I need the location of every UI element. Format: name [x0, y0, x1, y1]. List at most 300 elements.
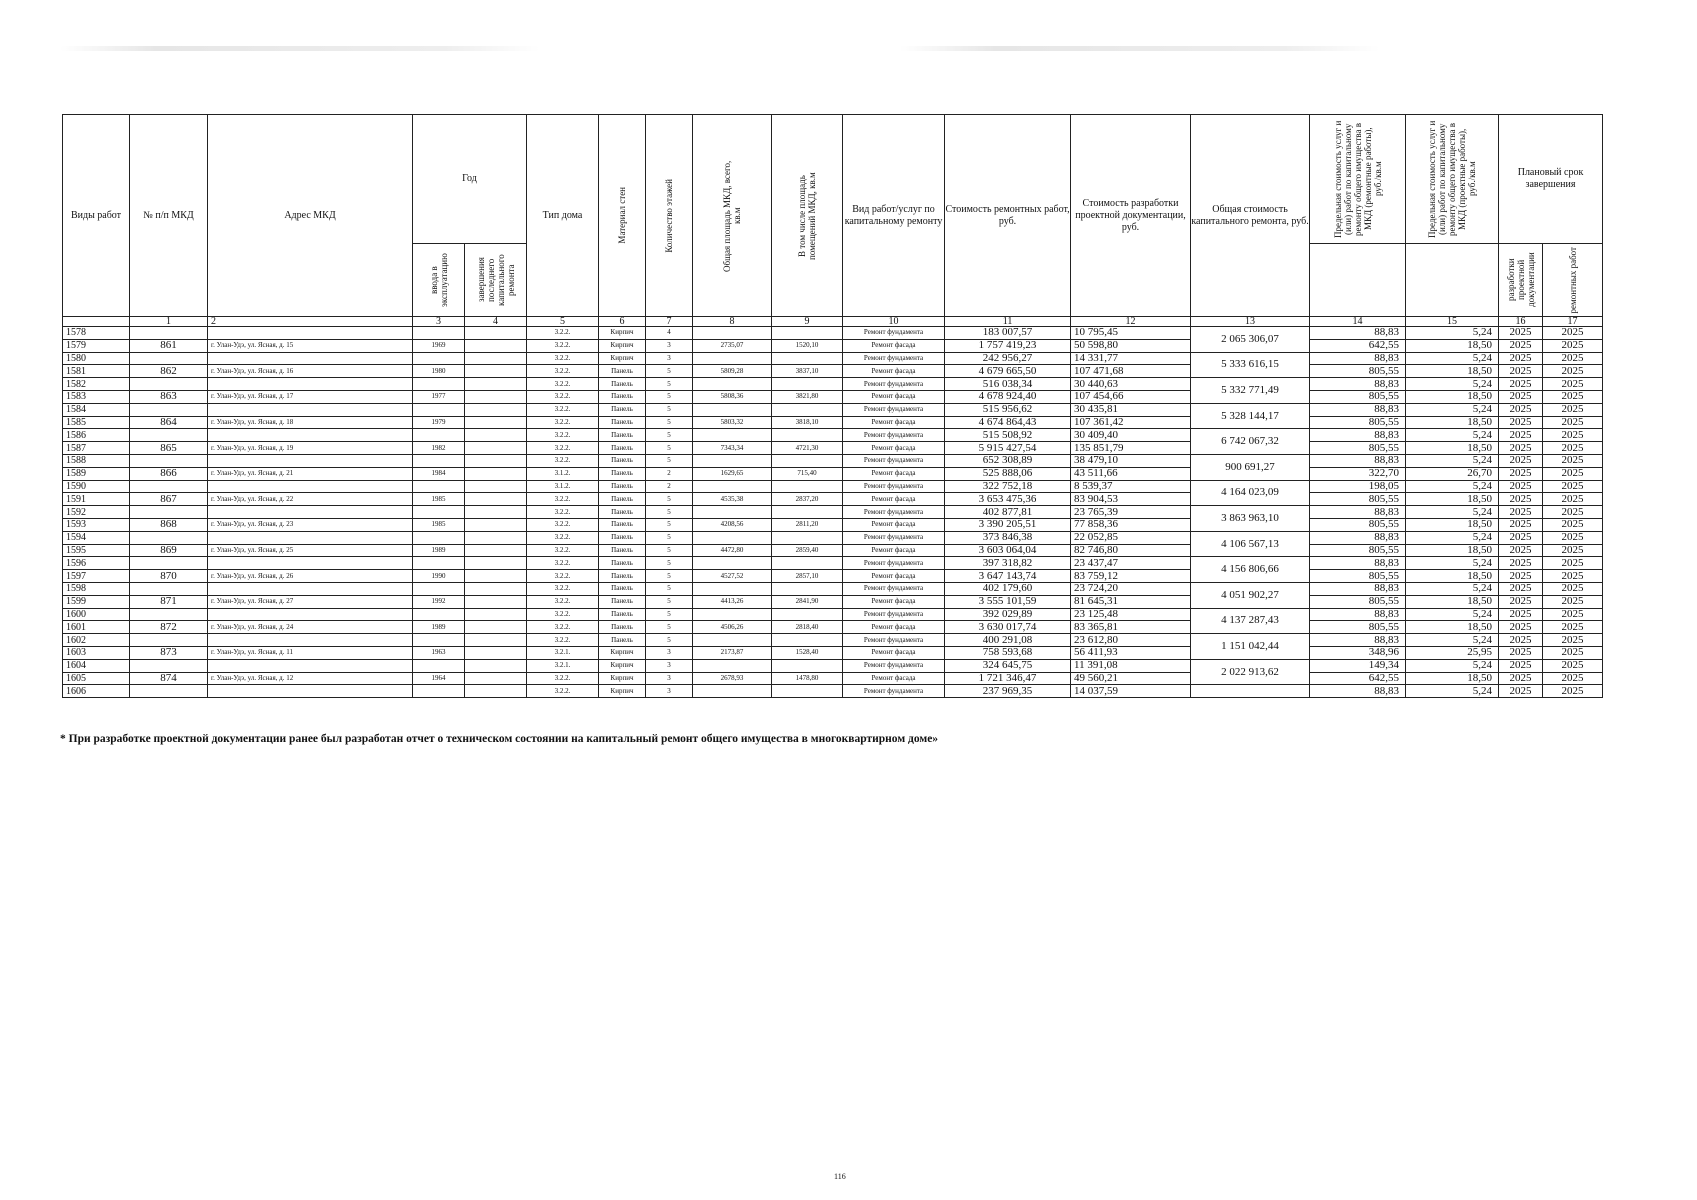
year-commission: 1964 — [413, 672, 465, 685]
house-type: 3.1.2. — [527, 480, 599, 493]
col-header-limit-design: Предельная стоимость услуг и (или) работ по капитальному ремонту общего имущества в МКД (проектные работы), руб./кв.м — [1406, 115, 1499, 244]
cost-repair: 322 752,18 — [945, 480, 1071, 493]
limit-design: 5,24 — [1406, 352, 1499, 365]
house-number — [130, 378, 208, 391]
wall-material: Панель — [599, 582, 646, 595]
year-last-repair — [465, 621, 527, 634]
year-commission: 1969 — [413, 339, 465, 352]
area-total — [693, 480, 772, 493]
work-kind: Ремонт фундамента — [843, 429, 945, 442]
house-address — [208, 531, 413, 544]
limit-repair: 805,55 — [1310, 544, 1406, 557]
column-number: 11 — [945, 317, 1071, 327]
floors: 5 — [646, 557, 693, 570]
row-index: 1595 — [63, 544, 130, 557]
limit-design: 18,50 — [1406, 672, 1499, 685]
year-commission: 1982 — [413, 442, 465, 455]
cost-repair: 242 956,27 — [945, 352, 1071, 365]
col-header-floors: Количество этажей — [646, 115, 693, 317]
work-kind: Ремонт фундамента — [843, 557, 945, 570]
cost-design: 56 411,93 — [1071, 646, 1191, 659]
column-number: 14 — [1310, 317, 1406, 327]
limit-repair: 88,83 — [1310, 608, 1406, 621]
cost-repair: 400 291,08 — [945, 634, 1071, 647]
deadline-repair: 2025 — [1543, 659, 1603, 672]
table-row — [63, 493, 1603, 506]
area-premises — [772, 327, 843, 340]
cost-design: 135 851,79 — [1071, 442, 1191, 455]
cost-repair: 3 630 017,74 — [945, 621, 1071, 634]
cost-repair: 3 653 475,36 — [945, 493, 1071, 506]
table-row — [63, 646, 1603, 659]
floors: 5 — [646, 582, 693, 595]
year-commission — [413, 403, 465, 416]
work-kind: Ремонт фасада — [843, 570, 945, 583]
cost-design: 107 361,42 — [1071, 416, 1191, 429]
col-header-area-premises: В том числе площадь помещений МКД, кв.м — [772, 115, 843, 317]
house-address: г. Улан-Удэ, ул. Ясная, д. 17 — [208, 390, 413, 403]
year-last-repair — [465, 608, 527, 621]
work-kind: Ремонт фасада — [843, 390, 945, 403]
year-commission — [413, 327, 465, 340]
cost-design: 23 612,80 — [1071, 634, 1191, 647]
year-last-repair — [465, 493, 527, 506]
area-total: 4506,26 — [693, 621, 772, 634]
limit-design: 5,24 — [1406, 480, 1499, 493]
cost-design: 11 391,08 — [1071, 659, 1191, 672]
cost-design: 30 435,81 — [1071, 403, 1191, 416]
row-index: 1579 — [63, 339, 130, 352]
wall-material: Панель — [599, 493, 646, 506]
house-address — [208, 352, 413, 365]
area-premises: 2811,20 — [772, 518, 843, 531]
house-number — [130, 608, 208, 621]
area-premises: 1528,40 — [772, 646, 843, 659]
floors: 5 — [646, 506, 693, 519]
floors: 5 — [646, 378, 693, 391]
cost-repair: 1 721 346,47 — [945, 672, 1071, 685]
floors: 5 — [646, 544, 693, 557]
wall-material: Панель — [599, 595, 646, 608]
work-kind: Ремонт фундамента — [843, 327, 945, 340]
house-type: 3.2.2. — [527, 365, 599, 378]
row-index: 1589 — [63, 467, 130, 480]
cost-repair: 515 956,62 — [945, 403, 1071, 416]
area-total: 1629,65 — [693, 467, 772, 480]
cost-total: 2 065 306,07 — [1191, 327, 1310, 353]
year-commission — [413, 506, 465, 519]
table-row — [63, 429, 1603, 442]
area-premises: 2818,40 — [772, 621, 843, 634]
year-last-repair — [465, 531, 527, 544]
area-total — [693, 506, 772, 519]
cost-design: 77 858,36 — [1071, 518, 1191, 531]
wall-material: Кирпич — [599, 685, 646, 698]
col-header-deadline-design: разработки проектной документации — [1499, 244, 1543, 317]
house-number — [130, 327, 208, 340]
col-header-year-commission: ввода в эксплуатацию — [413, 244, 465, 317]
cost-design: 8 539,37 — [1071, 480, 1191, 493]
area-total: 4413,26 — [693, 595, 772, 608]
work-kind: Ремонт фасада — [843, 339, 945, 352]
limit-repair: 88,83 — [1310, 327, 1406, 340]
house-address — [208, 378, 413, 391]
house-type: 3.2.2. — [527, 493, 599, 506]
cost-design: 50 598,80 — [1071, 339, 1191, 352]
wall-material: Панель — [599, 403, 646, 416]
year-commission: 1985 — [413, 493, 465, 506]
deadline-repair: 2025 — [1543, 531, 1603, 544]
house-number: 865 — [130, 442, 208, 455]
cost-total: 4 137 287,43 — [1191, 608, 1310, 634]
house-type: 3.2.1. — [527, 646, 599, 659]
limit-repair: 805,55 — [1310, 365, 1406, 378]
floors: 4 — [646, 327, 693, 340]
house-number: 867 — [130, 493, 208, 506]
row-index: 1587 — [63, 442, 130, 455]
year-last-repair — [465, 646, 527, 659]
col-header-year-last-repair: завершения последнего капитального ремонта — [465, 244, 527, 317]
limit-design: 5,24 — [1406, 685, 1499, 698]
column-number: 15 — [1406, 317, 1499, 327]
area-total — [693, 659, 772, 672]
column-number — [63, 317, 130, 327]
col-header-cost-design: Стоимость разработки проектной документации, руб. — [1071, 115, 1191, 317]
col-header-deadline-repair: ремонтных работ — [1543, 244, 1603, 317]
area-premises: 4721,30 — [772, 442, 843, 455]
work-kind: Ремонт фундамента — [843, 506, 945, 519]
year-last-repair — [465, 378, 527, 391]
work-kind: Ремонт фундамента — [843, 378, 945, 391]
scan-artifact — [60, 46, 540, 51]
deadline-repair: 2025 — [1543, 506, 1603, 519]
deadline-repair: 2025 — [1543, 454, 1603, 467]
floors: 5 — [646, 608, 693, 621]
house-number — [130, 429, 208, 442]
cost-design: 23 765,39 — [1071, 506, 1191, 519]
deadline-design: 2025 — [1499, 378, 1543, 391]
limit-design: 5,24 — [1406, 403, 1499, 416]
year-commission: 1984 — [413, 467, 465, 480]
col-header-work-types: Виды работ — [63, 115, 130, 317]
deadline-repair: 2025 — [1543, 429, 1603, 442]
table-row — [63, 557, 1603, 570]
row-index: 1582 — [63, 378, 130, 391]
house-type: 3.2.2. — [527, 570, 599, 583]
cost-design: 83 759,12 — [1071, 570, 1191, 583]
column-number: 12 — [1071, 317, 1191, 327]
floors: 5 — [646, 416, 693, 429]
limit-repair: 88,83 — [1310, 531, 1406, 544]
row-index: 1592 — [63, 506, 130, 519]
wall-material: Панель — [599, 506, 646, 519]
limit-design: 26,70 — [1406, 467, 1499, 480]
deadline-design: 2025 — [1499, 672, 1543, 685]
floors: 5 — [646, 442, 693, 455]
limit-design: 18,50 — [1406, 339, 1499, 352]
house-number: 874 — [130, 672, 208, 685]
cost-design: 23 724,20 — [1071, 582, 1191, 595]
capital-repair-table — [62, 114, 1602, 698]
table-row — [63, 454, 1603, 467]
area-total — [693, 454, 772, 467]
table-row — [63, 339, 1603, 352]
cost-design: 107 454,66 — [1071, 390, 1191, 403]
year-last-repair — [465, 595, 527, 608]
deadline-repair: 2025 — [1543, 467, 1603, 480]
deadline-repair: 2025 — [1543, 608, 1603, 621]
cost-repair: 237 969,35 — [945, 685, 1071, 698]
house-type: 3.2.2. — [527, 327, 599, 340]
deadline-repair: 2025 — [1543, 378, 1603, 391]
house-address: г. Улан-Удэ, ул. Ясная, д. 25 — [208, 544, 413, 557]
house-type: 3.2.2. — [527, 429, 599, 442]
table-row — [63, 518, 1603, 531]
work-kind: Ремонт фасада — [843, 646, 945, 659]
area-total: 2173,87 — [693, 646, 772, 659]
cost-design: 23 437,47 — [1071, 557, 1191, 570]
year-last-repair — [465, 480, 527, 493]
floors: 5 — [646, 493, 693, 506]
year-commission — [413, 582, 465, 595]
floors: 5 — [646, 570, 693, 583]
limit-repair: 805,55 — [1310, 570, 1406, 583]
deadline-design: 2025 — [1499, 621, 1543, 634]
year-commission: 1985 — [413, 518, 465, 531]
col-header-area-total: Общая площадь МКД, всего, кв.м — [693, 115, 772, 317]
year-commission: 1977 — [413, 390, 465, 403]
cost-design: 30 409,40 — [1071, 429, 1191, 442]
house-address: г. Улан-Удэ, ул. Ясная, д. 11 — [208, 646, 413, 659]
year-commission — [413, 378, 465, 391]
cost-repair: 758 593,68 — [945, 646, 1071, 659]
table-row — [63, 390, 1603, 403]
floors: 5 — [646, 403, 693, 416]
year-last-repair — [465, 685, 527, 698]
area-total: 5808,36 — [693, 390, 772, 403]
deadline-repair: 2025 — [1543, 685, 1603, 698]
cost-design: 81 645,31 — [1071, 595, 1191, 608]
table-row — [63, 672, 1603, 685]
house-type: 3.2.2. — [527, 339, 599, 352]
row-index: 1606 — [63, 685, 130, 698]
year-commission — [413, 634, 465, 647]
floors: 5 — [646, 518, 693, 531]
year-commission: 1963 — [413, 646, 465, 659]
house-type: 3.2.2. — [527, 442, 599, 455]
col-header-house-type: Тип дома — [527, 115, 599, 317]
house-address — [208, 608, 413, 621]
cost-design: 43 511,66 — [1071, 467, 1191, 480]
limit-repair: 88,83 — [1310, 454, 1406, 467]
house-address: г. Улан-Удэ, ул. Ясная, д. 24 — [208, 621, 413, 634]
row-index: 1586 — [63, 429, 130, 442]
table-row — [63, 685, 1603, 698]
house-address: г. Улан-Удэ, ул. Ясная, д. 26 — [208, 570, 413, 583]
cost-repair: 516 038,34 — [945, 378, 1071, 391]
cost-design: 82 746,80 — [1071, 544, 1191, 557]
deadline-design: 2025 — [1499, 557, 1543, 570]
cost-design: 10 795,45 — [1071, 327, 1191, 340]
col-header-number: № п/п МКД — [130, 115, 208, 317]
limit-design: 18,50 — [1406, 365, 1499, 378]
year-commission — [413, 429, 465, 442]
cost-repair: 3 603 064,04 — [945, 544, 1071, 557]
deadline-repair: 2025 — [1543, 403, 1603, 416]
house-type: 3.2.2. — [527, 672, 599, 685]
wall-material: Панель — [599, 454, 646, 467]
work-kind: Ремонт фасада — [843, 493, 945, 506]
limit-design: 5,24 — [1406, 506, 1499, 519]
area-total: 4208,56 — [693, 518, 772, 531]
year-last-repair — [465, 634, 527, 647]
cost-total: 4 051 902,27 — [1191, 582, 1310, 608]
limit-design: 5,24 — [1406, 531, 1499, 544]
deadline-design: 2025 — [1499, 352, 1543, 365]
house-number: 871 — [130, 595, 208, 608]
floors: 3 — [646, 685, 693, 698]
area-premises — [772, 429, 843, 442]
year-commission: 1989 — [413, 544, 465, 557]
area-premises: 715,40 — [772, 467, 843, 480]
house-address — [208, 429, 413, 442]
column-number: 16 — [1499, 317, 1543, 327]
area-total: 2678,93 — [693, 672, 772, 685]
area-premises — [772, 634, 843, 647]
year-commission — [413, 352, 465, 365]
wall-material: Панель — [599, 621, 646, 634]
area-total: 2735,07 — [693, 339, 772, 352]
row-index: 1590 — [63, 480, 130, 493]
area-premises — [772, 685, 843, 698]
table-row — [63, 365, 1603, 378]
area-premises: 2857,10 — [772, 570, 843, 583]
work-kind: Ремонт фасада — [843, 518, 945, 531]
deadline-design: 2025 — [1499, 480, 1543, 493]
limit-design: 18,50 — [1406, 570, 1499, 583]
house-number — [130, 634, 208, 647]
cost-repair: 3 647 143,74 — [945, 570, 1071, 583]
area-premises: 3818,10 — [772, 416, 843, 429]
work-kind: Ремонт фундамента — [843, 403, 945, 416]
table-row — [63, 659, 1603, 672]
year-last-repair — [465, 352, 527, 365]
deadline-repair: 2025 — [1543, 634, 1603, 647]
house-type: 3.2.1. — [527, 659, 599, 672]
col-header-work-kind: Вид работ/услуг по капитальному ремонту — [843, 115, 945, 317]
year-commission — [413, 557, 465, 570]
floors: 5 — [646, 454, 693, 467]
cost-total — [1191, 685, 1310, 698]
row-index: 1584 — [63, 403, 130, 416]
table-row — [63, 403, 1603, 416]
work-kind: Ремонт фундамента — [843, 634, 945, 647]
table-row — [63, 442, 1603, 455]
work-kind: Ремонт фасада — [843, 672, 945, 685]
house-type: 3.2.2. — [527, 416, 599, 429]
cost-design: 14 331,77 — [1071, 352, 1191, 365]
year-last-repair — [465, 339, 527, 352]
house-type: 3.2.2. — [527, 403, 599, 416]
cost-design: 30 440,63 — [1071, 378, 1191, 391]
limit-design: 18,50 — [1406, 595, 1499, 608]
house-type: 3.2.2. — [527, 582, 599, 595]
deadline-repair: 2025 — [1543, 480, 1603, 493]
cost-total: 4 164 023,09 — [1191, 480, 1310, 506]
table-row — [63, 480, 1603, 493]
deadline-design: 2025 — [1499, 429, 1543, 442]
limit-repair: 805,55 — [1310, 518, 1406, 531]
year-commission: 1992 — [413, 595, 465, 608]
limit-design: 25,95 — [1406, 646, 1499, 659]
row-index: 1597 — [63, 570, 130, 583]
limit-repair: 88,83 — [1310, 378, 1406, 391]
col-header-year: Год — [413, 115, 527, 244]
house-type: 3.2.2. — [527, 390, 599, 403]
house-number: 866 — [130, 467, 208, 480]
work-kind: Ремонт фундамента — [843, 454, 945, 467]
work-kind: Ремонт фасада — [843, 442, 945, 455]
wall-material: Кирпич — [599, 327, 646, 340]
cost-repair: 515 508,92 — [945, 429, 1071, 442]
floors: 5 — [646, 634, 693, 647]
house-address: г. Улан-Удэ, ул. Ясная, д. 18 — [208, 416, 413, 429]
wall-material: Панель — [599, 378, 646, 391]
cost-repair: 402 179,60 — [945, 582, 1071, 595]
deadline-design: 2025 — [1499, 544, 1543, 557]
year-last-repair — [465, 582, 527, 595]
year-commission: 1990 — [413, 570, 465, 583]
house-number — [130, 352, 208, 365]
table-row — [63, 327, 1603, 340]
cost-design: 22 052,85 — [1071, 531, 1191, 544]
limit-repair: 88,83 — [1310, 506, 1406, 519]
area-premises: 2841,90 — [772, 595, 843, 608]
year-last-repair — [465, 429, 527, 442]
table-row — [63, 582, 1603, 595]
area-premises — [772, 352, 843, 365]
deadline-design: 2025 — [1499, 365, 1543, 378]
cost-repair: 373 846,38 — [945, 531, 1071, 544]
deadline-design: 2025 — [1499, 493, 1543, 506]
limit-design: 18,50 — [1406, 390, 1499, 403]
cost-total: 4 106 567,13 — [1191, 531, 1310, 557]
deadline-design: 2025 — [1499, 467, 1543, 480]
year-last-repair — [465, 416, 527, 429]
year-last-repair — [465, 518, 527, 531]
house-number: 869 — [130, 544, 208, 557]
wall-material: Панель — [599, 544, 646, 557]
column-number-row — [63, 317, 1603, 327]
cost-repair: 4 678 924,40 — [945, 390, 1071, 403]
column-number: 6 — [599, 317, 646, 327]
deadline-design: 2025 — [1499, 608, 1543, 621]
table-row — [63, 621, 1603, 634]
row-index: 1594 — [63, 531, 130, 544]
year-last-repair — [465, 659, 527, 672]
limit-repair: 88,83 — [1310, 403, 1406, 416]
limit-repair: 149,34 — [1310, 659, 1406, 672]
house-type: 3.2.2. — [527, 685, 599, 698]
floors: 5 — [646, 365, 693, 378]
wall-material: Панель — [599, 634, 646, 647]
house-address: г. Улан-Удэ, ул. Ясная, д. 16 — [208, 365, 413, 378]
house-number: 862 — [130, 365, 208, 378]
limit-repair: 805,55 — [1310, 442, 1406, 455]
deadline-repair: 2025 — [1543, 390, 1603, 403]
cost-total: 5 332 771,49 — [1191, 378, 1310, 404]
house-number — [130, 506, 208, 519]
